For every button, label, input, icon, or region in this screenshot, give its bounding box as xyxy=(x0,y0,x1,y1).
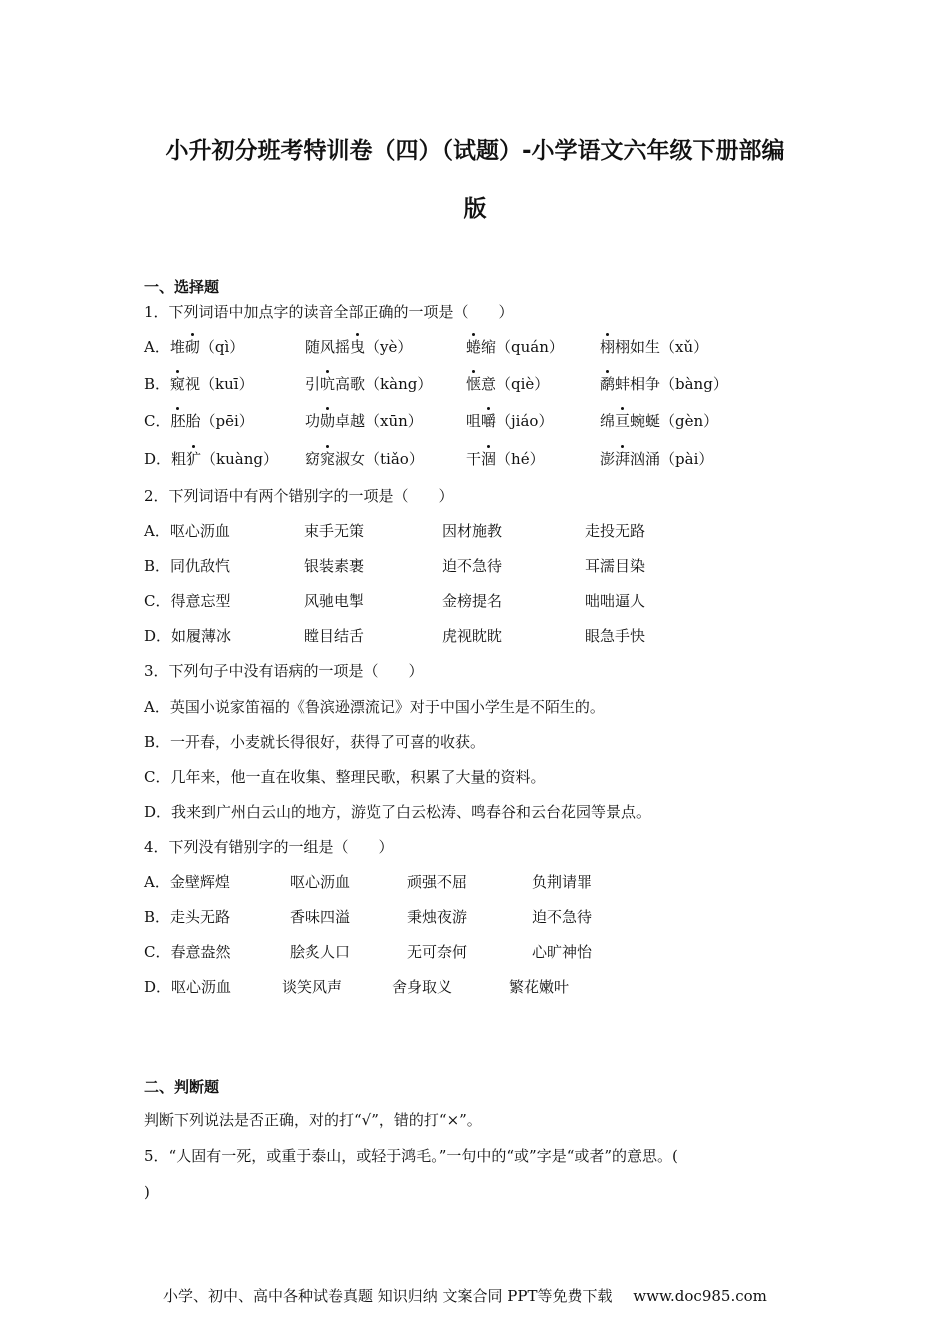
question-1-option-d-item-4: 澎湃汹涌（pài） xyxy=(600,450,714,468)
title-line-1: 小升初分班考特训卷（四）（试题）-小学语文六年级下册部编 xyxy=(165,138,785,164)
question-4-option-c-item-4: 心旷神怡 xyxy=(532,943,593,961)
emphasized-character: 湃 xyxy=(615,450,631,468)
question-4-stem: 4．下列没有错别字的一组是（ ） xyxy=(144,838,394,856)
emphasized-character: 吭 xyxy=(320,375,336,393)
question-4-option-c-item-3: 无可奈何 xyxy=(407,943,468,961)
title-line-2: 版 xyxy=(463,196,487,222)
question-4-option-d-item-3: 舍身取义 xyxy=(392,978,453,996)
judgement-instruction: 判断下列说法是否正确，对的打“√”，错的打“×”。 xyxy=(144,1111,482,1129)
question-3-stem: 3．下列句子中没有语病的一项是（ ） xyxy=(144,662,424,680)
footer-url[interactable]: www.doc985.com xyxy=(633,1287,767,1305)
question-5-line-1: 5．“人固有一死，或重于泰山，或轻于鸿毛。”一句中的“或”字是“或者”的意思。( xyxy=(144,1147,678,1165)
question-4-option-b-item-1: B．走头无路 xyxy=(144,908,231,926)
emphasized-character: 涸 xyxy=(481,450,497,468)
question-1-option-a-item-3: 蜷缩（quán） xyxy=(466,338,564,356)
question-1-option-d-item-1: D．粗犷（kuàng） xyxy=(144,450,279,468)
emphasized-character: 亘 xyxy=(615,412,631,430)
question-2-option-b-item-2: 银装素裹 xyxy=(304,557,365,575)
page-title xyxy=(100,122,850,238)
question-4-option-a-item-2: 呕心沥血 xyxy=(290,873,351,891)
emphasized-character: 勋 xyxy=(320,412,336,430)
question-4-option-a-item-3: 顽强不屈 xyxy=(407,873,468,891)
question-1-option-b-item-3: 惬意（qiè） xyxy=(466,375,550,393)
question-1-option-b-item-1: B．窥视（kuī） xyxy=(144,375,254,393)
question-2-option-c-item-3: 金榜提名 xyxy=(442,592,503,610)
question-1-option-a-item-4: 栩栩如生（xǔ） xyxy=(600,338,709,356)
footer-text: 小学、初中、高中各种试卷真题 知识归纳 文案合同 PPT等免费下载 xyxy=(163,1287,613,1305)
question-4-option-b-item-2: 香味四溢 xyxy=(290,908,351,926)
question-3-option-a: A．英国小说家笛福的《鲁滨逊漂流记》对于中国小学生是不陌生的。 xyxy=(144,698,605,716)
question-5-line-2: ) xyxy=(144,1183,150,1201)
question-2-option-c-item-4: 咄咄逼人 xyxy=(585,592,646,610)
question-4-option-d-item-2: 谈笑风声 xyxy=(282,978,343,996)
emphasized-character: 蜷 xyxy=(466,338,482,356)
question-1-option-a-item-2: 随风摇曳（yè） xyxy=(305,338,413,356)
question-2-option-c-item-2: 风驰电掣 xyxy=(304,592,365,610)
emphasized-character: 砌 xyxy=(184,338,200,356)
question-4-option-c-item-2: 脍炙人口 xyxy=(290,943,351,961)
emphasized-character: 窕 xyxy=(320,450,336,468)
question-1-option-c-item-1: C．胚胎（pēi） xyxy=(144,412,254,430)
question-4-option-d-item-4: 繁花嫩叶 xyxy=(509,978,570,996)
question-1-option-d-item-2: 窈窕淑女（tiǎo） xyxy=(305,450,424,468)
emphasized-character: 曳 xyxy=(350,338,366,356)
question-2-option-b-item-4: 耳濡目染 xyxy=(585,557,646,575)
section-heading-judgement: 二、判断题 xyxy=(144,1078,220,1096)
footer xyxy=(163,1285,769,1306)
question-2-option-b-item-1: B．同仇敌忾 xyxy=(144,557,231,575)
question-4-option-a-item-1: A．金壁辉煌 xyxy=(144,873,230,891)
question-4-option-a-item-4: 负荆请罪 xyxy=(532,873,593,891)
question-2-option-a-item-1: A．呕心沥血 xyxy=(144,522,230,540)
emphasized-character: 惬 xyxy=(466,375,482,393)
question-3-option-d: D．我来到广州白云山的地方，游览了白云松涛、鸣春谷和云台花园等景点。 xyxy=(144,803,652,821)
question-4-option-c-item-1: C．春意盎然 xyxy=(144,943,231,961)
question-1-stem: 1．下列词语中加点字的读音全部正确的一项是（ ） xyxy=(144,303,514,321)
question-4-option-b-item-3: 秉烛夜游 xyxy=(407,908,468,926)
question-2-option-d-item-1: D．如履薄冰 xyxy=(144,627,232,645)
question-2-stem: 2．下列词语中有两个错别字的一项是（ ） xyxy=(144,487,454,505)
question-2-option-d-item-3: 虎视眈眈 xyxy=(442,627,503,645)
question-2-option-a-item-3: 因材施教 xyxy=(442,522,503,540)
question-2-option-d-item-4: 眼急手快 xyxy=(585,627,646,645)
emphasized-character: 胚 xyxy=(170,412,186,430)
question-4-option-d-item-1: D．呕心沥血 xyxy=(144,978,232,996)
question-2-option-d-item-2: 瞠目结舌 xyxy=(304,627,365,645)
question-2-option-a-item-2: 束手无策 xyxy=(304,522,365,540)
question-4-option-b-item-4: 迫不急待 xyxy=(532,908,593,926)
question-2-option-b-item-3: 迫不急待 xyxy=(442,557,503,575)
emphasized-character: 栩 xyxy=(600,338,616,356)
emphasized-character: 鹬 xyxy=(600,375,616,393)
emphasized-character: 窥 xyxy=(170,375,186,393)
question-3-option-c: C．几年来，他一直在收集、整理民歌，积累了大量的资料。 xyxy=(144,768,546,786)
question-3-option-b: B．一开春，小麦就长得很好，获得了可喜的收获。 xyxy=(144,733,486,751)
question-1-option-b-item-4: 鹬蚌相争（bàng） xyxy=(600,375,728,393)
question-1-option-a-item-1: A．堆砌（qì） xyxy=(144,338,245,356)
question-2-option-c-item-1: C．得意忘型 xyxy=(144,592,231,610)
section-heading-choice: 一、选择题 xyxy=(144,278,220,296)
emphasized-character: 犷 xyxy=(186,450,202,468)
emphasized-character: 嚼 xyxy=(481,412,497,430)
question-1-option-c-item-3: 咀嚼（jiáo） xyxy=(466,412,554,430)
question-1-option-d-item-3: 干涸（hé） xyxy=(466,450,545,468)
question-1-option-b-item-2: 引吭高歌（kàng） xyxy=(305,375,433,393)
question-2-option-a-item-4: 走投无路 xyxy=(585,522,646,540)
question-1-option-c-item-2: 功勋卓越（xūn） xyxy=(305,412,423,430)
question-1-option-c-item-4: 绵亘蜿蜒（gèn） xyxy=(600,412,719,430)
